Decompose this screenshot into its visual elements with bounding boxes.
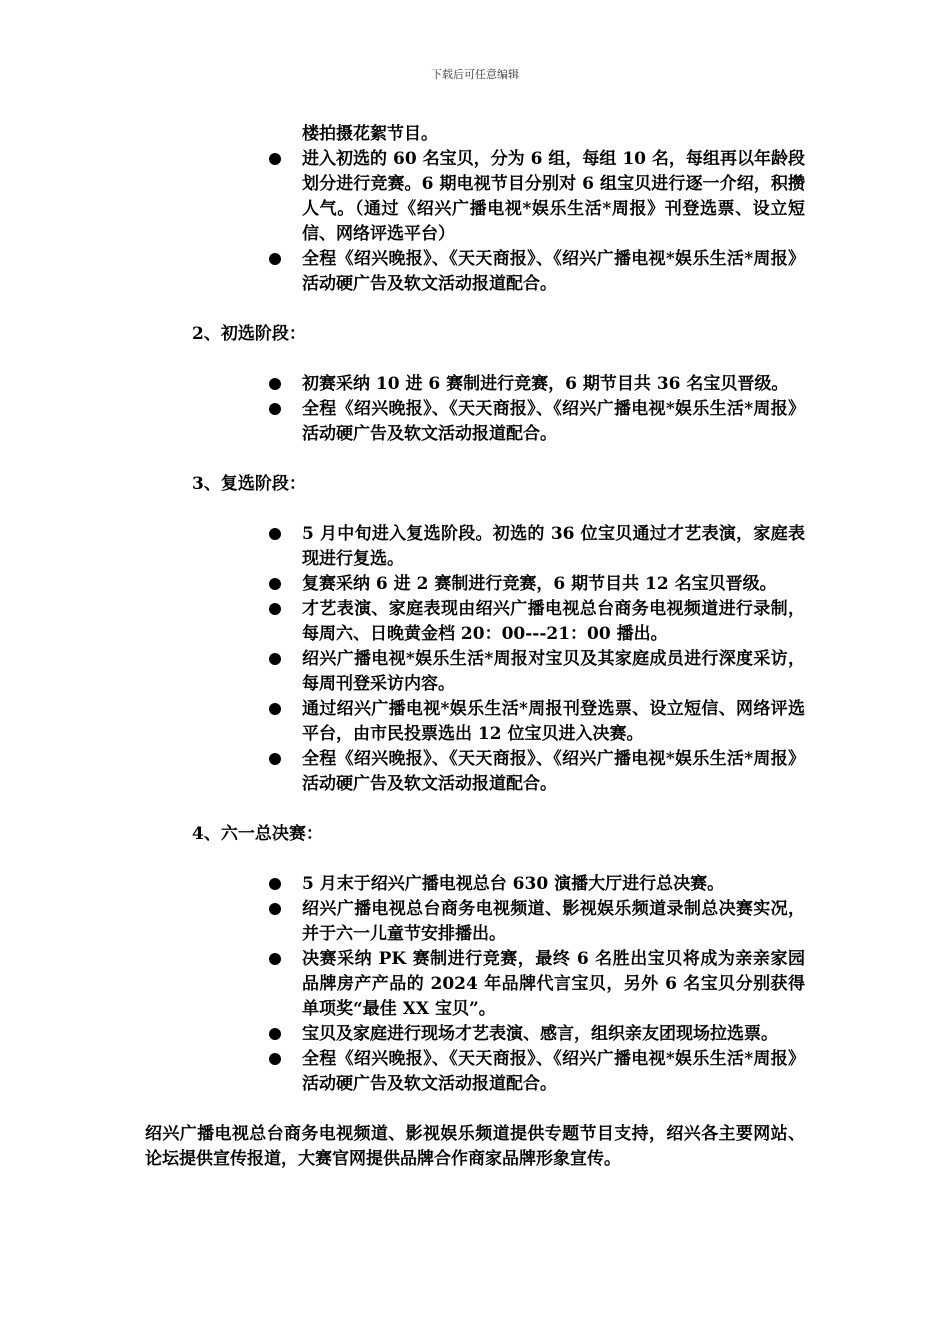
bullet-icon [269, 578, 281, 590]
list-item [0, 147, 805, 247]
list-item-text: 全程《绍兴晚报》、《天天商报》、《绍兴广播电视*娱乐生活*周报》活动硬广告及软文活动报道配合。 [302, 249, 805, 294]
bullet-icon [269, 653, 281, 665]
intro-bullet-list [0, 147, 805, 297]
list-item [0, 697, 805, 747]
bullet-icon [269, 153, 281, 165]
section-bullet-list [0, 522, 805, 797]
intro-continuation: 楼拍摄花絮节目。 [302, 124, 438, 144]
list-item-text: 进入初选的 60 名宝贝，分为 6 组，每组 10 名，每组再以年龄段划分进行竞赛。6 期电视节目分别对 6 组宝贝进行逐一介绍，积攒人气。（通过《绍兴广播电视*娱乐生活*周报》刊登选票、设立短信、网络评选平台） [302, 149, 805, 244]
list-item [0, 372, 805, 397]
section-bullet-list [0, 372, 805, 447]
bullet-icon [269, 703, 281, 715]
bullet-icon [269, 878, 281, 890]
section-heading-reselection: 3、复选阶段： [192, 474, 306, 494]
list-item-text: 5 月中旬进入复选阶段。初选的 36 位宝贝通过才艺表演，家庭表现进行复选。 [302, 524, 805, 569]
list-item [0, 597, 805, 647]
list-item [0, 647, 805, 697]
page-header-note: 下载后可任意编辑 [431, 68, 519, 81]
bullet-icon [269, 378, 281, 390]
section-heading-preliminary: 2、初选阶段： [192, 324, 306, 344]
list-item [0, 747, 805, 797]
list-item [0, 572, 805, 597]
list-item-text: 全程《绍兴晚报》、《天天商报》、《绍兴广播电视*娱乐生活*周报》活动硬广告及软文活动报道配合。 [302, 749, 805, 794]
bullet-icon [269, 253, 281, 265]
list-item-text: 绍兴广播电视*娱乐生活*周报对宝贝及其家庭成员进行深度采访，每周刊登采访内容。 [302, 649, 805, 694]
list-item-text: 宝贝及家庭进行现场才艺表演、感言，组织亲友团现场拉选票。 [302, 1024, 778, 1044]
bullet-icon [269, 953, 281, 965]
section-bullet-list [0, 872, 805, 1097]
bullet-icon [269, 1053, 281, 1065]
list-item [0, 1047, 805, 1097]
list-item [0, 897, 805, 947]
list-item [0, 872, 805, 897]
bullet-icon [269, 903, 281, 915]
list-item-text: 5 月末于绍兴广播电视总台 630 演播大厅进行总决赛。 [302, 874, 725, 894]
closing-paragraph: 绍兴广播电视总台商务电视频道、影视娱乐频道提供专题节目支持，绍兴各主要网站、论坛提供宣传报道，大赛官网提供品牌合作商家品牌形象宣传。 [145, 1124, 805, 1169]
bullet-icon [269, 603, 281, 615]
list-item-text: 全程《绍兴晚报》、《天天商报》、《绍兴广播电视*娱乐生活*周报》活动硬广告及软文活动报道配合。 [302, 399, 805, 444]
bullet-icon [269, 403, 281, 415]
list-item [0, 522, 805, 572]
bullet-icon [269, 1028, 281, 1040]
bullet-icon [269, 753, 281, 765]
document-body [0, 122, 950, 1172]
list-item [0, 247, 805, 297]
list-item-text: 全程《绍兴晚报》、《天天商报》、《绍兴广播电视*娱乐生活*周报》活动硬广告及软文活动报道配合。 [302, 1049, 805, 1094]
list-item-text: 初赛采纳 10 进 6 赛制进行竞赛，6 期节目共 36 名宝贝晋级。 [302, 374, 789, 394]
list-item [0, 397, 805, 447]
list-item [0, 1022, 805, 1047]
list-item [0, 947, 805, 1022]
list-item-text: 绍兴广播电视总台商务电视频道、影视娱乐频道录制总决赛实况，并于六一儿童节安排播出。 [302, 899, 805, 944]
list-item-text: 通过绍兴广播电视*娱乐生活*周报刊登选票、设立短信、网络评选平台，由市民投票选出 12 位宝贝进入决赛。 [302, 699, 805, 744]
section-heading-finals: 4、六一总决赛： [192, 824, 323, 844]
list-item-text: 复赛采纳 6 进 2 赛制进行竞赛，6 期节目共 12 名宝贝晋级。 [302, 574, 777, 594]
list-item-text: 决赛采纳 PK 赛制进行竞赛，最终 6 名胜出宝贝将成为亲亲家园品牌房产产品的 2024 年品牌代言宝贝，另外 6 名宝贝分别获得单项奖“最佳 XX 宝贝”。 [302, 949, 805, 1019]
list-item-text: 才艺表演、家庭表现由绍兴广播电视总台商务电视频道进行录制，每周六、日晚黄金档 20：00---21：00 播出。 [302, 599, 805, 644]
bullet-icon [269, 528, 281, 540]
